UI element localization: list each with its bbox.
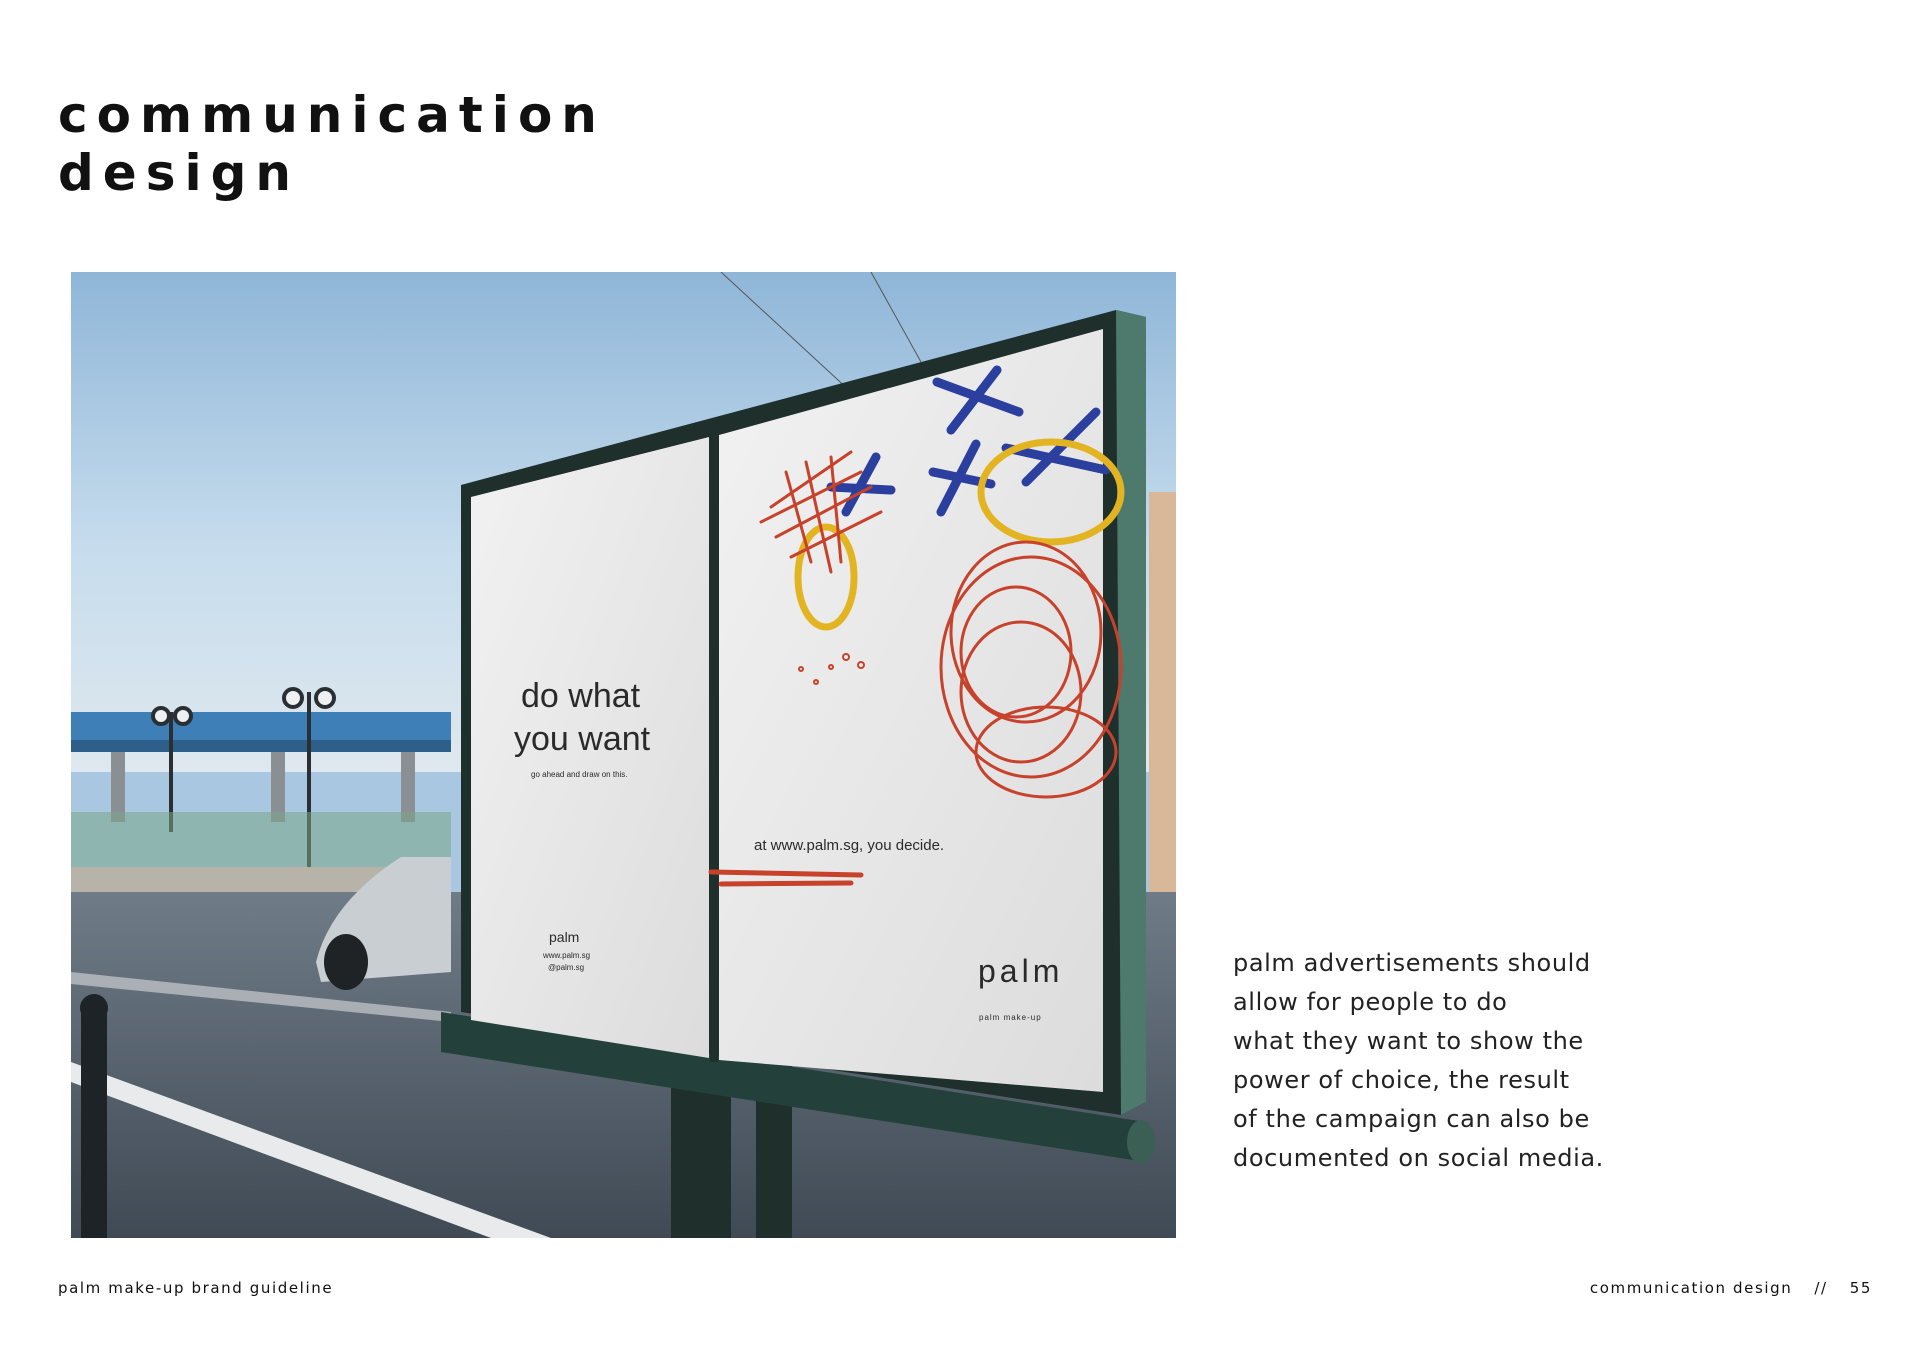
left-headline-2: you want <box>514 720 651 758</box>
bollard <box>81 1012 107 1238</box>
page-title <box>58 86 606 202</box>
page-title-line-1: communication <box>58 86 606 144</box>
left-handle: @palm.sg <box>548 963 585 972</box>
page-number: 55 <box>1849 1279 1872 1297</box>
left-subline: go ahead and draw on this. <box>531 770 628 779</box>
body-line: what they want to show the <box>1233 1027 1584 1055</box>
footer-separator: // <box>1814 1279 1828 1297</box>
body-line: of the campaign can also be <box>1233 1105 1590 1133</box>
right-tagline: at www.palm.sg, you decide. <box>754 837 945 854</box>
body-line: allow for people to do <box>1233 988 1508 1016</box>
left-site: www.palm.sg <box>543 951 591 960</box>
right-logo: palm <box>978 953 1064 989</box>
body-line: power of choice, the result <box>1233 1066 1570 1094</box>
footer-document-title: palm make-up brand guideline <box>58 1279 334 1297</box>
body-line: documented on social media. <box>1233 1144 1604 1172</box>
billboard-photo <box>71 272 1176 1238</box>
page-title-line-2: design <box>58 144 300 202</box>
footer-section: communication design <box>1589 1279 1793 1297</box>
left-headline-1: do what <box>521 677 641 715</box>
body-paragraph <box>1233 944 1653 1178</box>
right-caption: palm make-up <box>979 1013 1042 1022</box>
footer-page-info <box>1590 1279 1872 1297</box>
body-line: palm advertisements should <box>1233 949 1591 977</box>
left-logo: palm <box>549 929 580 945</box>
